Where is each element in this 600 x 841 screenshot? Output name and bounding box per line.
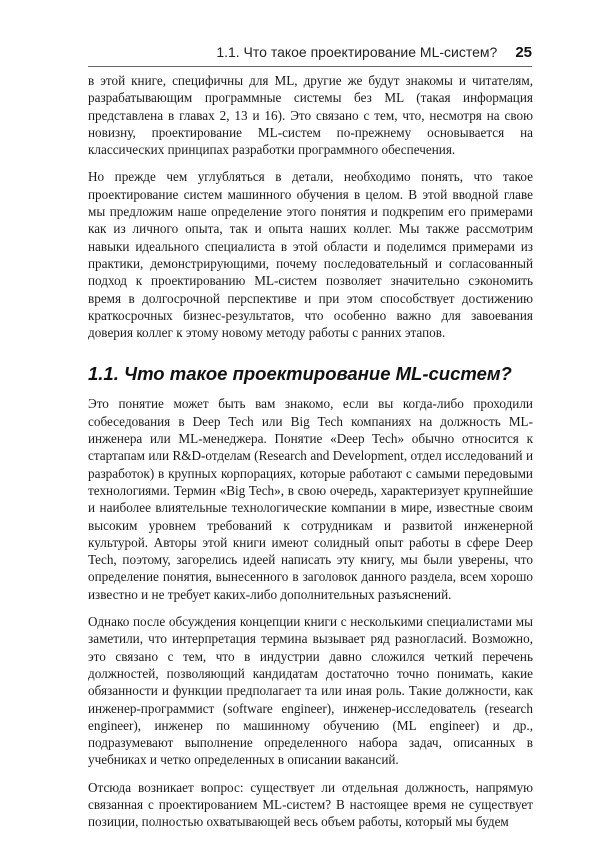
section-paragraph-interpretation: Однако после обсуждения концепции книги с несколькими специалистами мы заметили, что интерпретация термина вызывает ряд разногласий. Возможно, это связано с тем, что в индустрии давно сложился четкий перечень должностей, позволяющий кандидатам достаточно точно понимать, какие обязанности и функции предполагает та или иная роль. Такие должности, как инженер-программист (software engineer), инженер-исследователь (research engineer), инженер по машинному обучению (ML engineer) и др., подразумевают выполнение определенного набора задач, описанных в учебниках и четко определенных в описании вакансий. [88,614,533,768]
running-header [88,44,532,66]
paragraph-intro-overview: Но прежде чем углубляться в детали, необходимо понять, что такое проектирование систем машинного обучения в целом. В этой вводной главе мы предложим наше определение этого понятия и подкрепим его примерами как из личного опыта, так и опыта наших коллег. Мы также рассмотрим навыки идеального специалиста в этой области и поделимся примерами из практики, демонстрирующими, почему последовательный и согласованный подход к проектированию ML-систем позволяет значительно сэкономить время в долгосрочной перспективе и при этом способствует достижению краткосрочных бизнес-результатов, что особенно важно для завоевания доверия коллег к этому новому методу работы с ранних этапов. [88,169,533,341]
section-heading: 1.1. Что такое проектирование ML-систем? [88,363,512,385]
paragraph-intro-continuation: в этой книге, специфичны для ML, другие же будут знакомы и читателям, разрабатывающим программные системы без ML (такая информация представлена в главах 2, 13 и 16). Это связано с тем, что, несмотря на свою новизну, проектирование ML-систем по-прежнему основывается на классических принципах разработки программного обеспечения. [88,73,533,158]
section-paragraph-deep-tech: Это понятие может быть вам знакомо, если вы когда-либо проходили собеседования в Deep Tech или Big Tech компаниях на должность ML-инженера или ML-менеджера. Понятие «Deep Tech» обычно относится к стартапам или R&D-отделам (Research and Development, отдел исследований и разработок) в крупных корпорациях, которые работают с самыми передовыми технологиями. Термин «Big Tech», в свою очередь, характеризует крупнейшие и наиболее влиятельные технологические компании в мире, известные своим высоким уровнем требований к сотрудникам и развитой инженерной культурой. Авторы этой книги имеют солидный опыт работы в сфере Deep Tech, поэтому, загорелись идеей написать эту книгу, мы были уверены, что определение понятия, вынесенного в заголовок данного раздела, всем хорошо известно и не требует каких-либо дополнительных разъяснений. [88,396,533,602]
running-title: 1.1. Что такое проектирование ML-систем? [216,44,498,60]
body-text [88,72,533,841]
header-divider [88,66,532,67]
page-number: 25 [515,44,532,61]
section-paragraph-question: Отсюда возникает вопрос: существует ли отдельная должность, напрямую связанная с проектированием ML-систем? В настоящее время не существует позиции, полностью охватывающей весь объем работы, который мы будем [88,779,533,830]
